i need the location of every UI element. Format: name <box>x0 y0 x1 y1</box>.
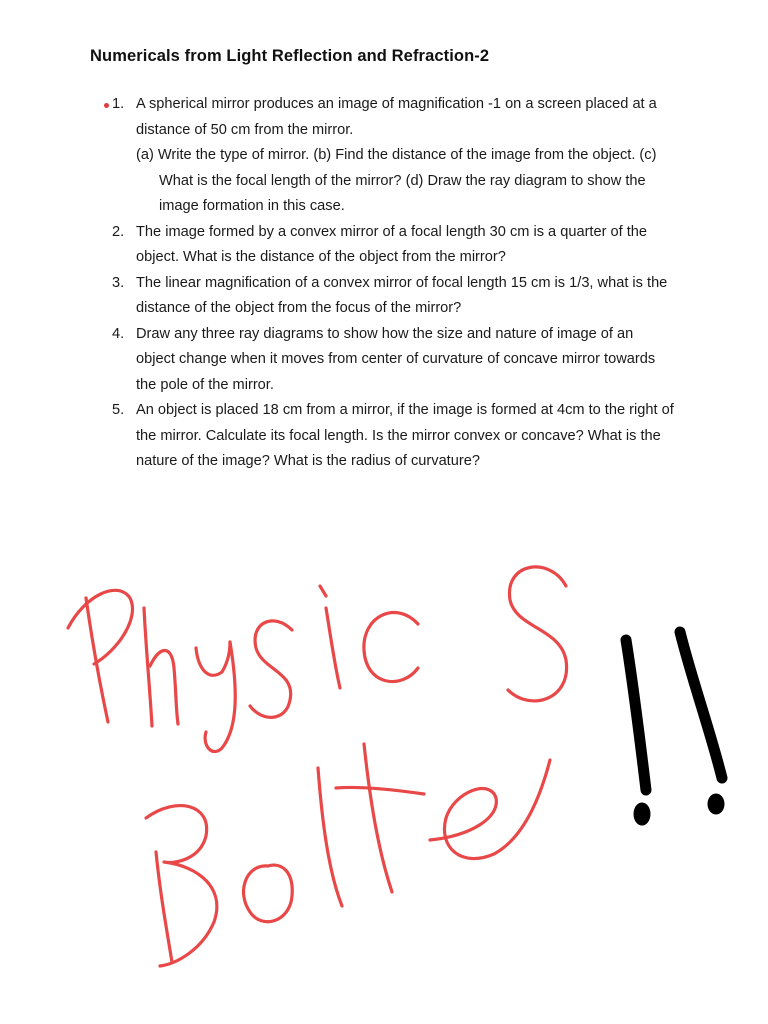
question-number: 2. <box>112 223 125 240</box>
question-text: Draw any three ray diagrams to show how the size and nature of image of an object change when it moves from center of curvature of concave mirror towards the pole of the mirror. <box>136 325 656 393</box>
question-item-1 <box>0 92 676 220</box>
question-text: An object is placed 18 cm from a mirror, if the image is formed at 4cm to the right of the mirror. Calculate its focal length. Is the mirror convex or concave? What is the nature of the image? What is the radius of curvature? <box>136 402 674 469</box>
question-number: 3. <box>112 274 125 291</box>
question-text: The linear magnification of a convex mirror of focal length 15 cm is 1/3, what is the distance of the object from the focus of the mirror? <box>136 274 668 316</box>
question-number: 1. <box>112 96 125 112</box>
question-list <box>0 92 768 475</box>
question-number: 4. <box>112 325 125 342</box>
question-item-3 <box>0 271 676 322</box>
question-item-5 <box>0 398 676 475</box>
question-subparts: (a) Write the type of mirror. (b) Find the distance of the image from the object. (c) What is the focal length of the mirror? (d) Draw the ray diagram to show the image formation in this case. <box>136 147 657 214</box>
handwriting-physics <box>68 567 567 752</box>
red-bullet-dot <box>104 103 109 108</box>
question-item-2 <box>0 220 676 271</box>
question-text: The image formed by a convex mirror of a focal length 30 cm is a quarter of the object. What is the distance of the object from the mirror? <box>136 223 648 265</box>
handwriting-bolte <box>146 744 550 966</box>
document-title: Numericals from Light Reflection and Refraction-2 <box>90 47 490 65</box>
question-number: 5. <box>112 402 125 418</box>
handwriting-exclamation <box>626 632 724 825</box>
question-item-4 <box>0 322 676 399</box>
question-text: A spherical mirror produces an image of magnification -1 on a screen placed at a distance of 50 cm from the mirror. <box>136 96 657 138</box>
